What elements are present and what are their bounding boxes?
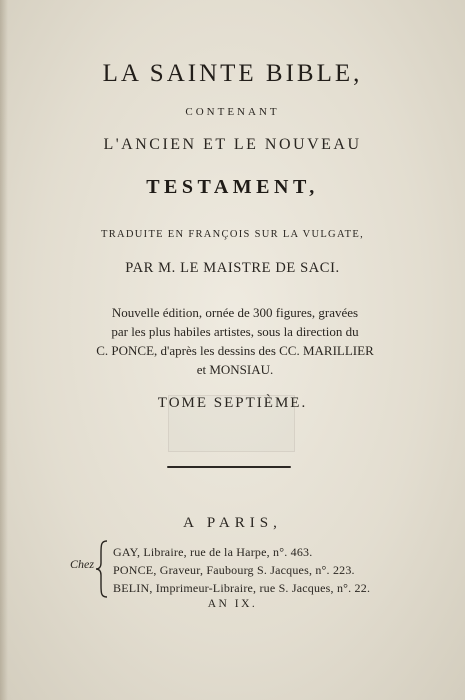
subtitle-testament: TESTAMENT, [146, 176, 319, 198]
translation-note: TRADUITE EN FRANÇOIS SUR LA VULGATE, [100, 229, 365, 240]
imprint-year: AN IX. [207, 598, 258, 610]
curly-brace-icon [93, 539, 111, 599]
edition-line: par les plus habiles artistes, sous la direction du [111, 324, 359, 339]
imprint-city: A PARIS, [183, 515, 282, 531]
subtitle-ancien: L'ANCIEN ET LE NOUVEAU [103, 136, 362, 153]
edition-line: Nouvelle édition, ornée de 300 figures, gravées [111, 305, 359, 320]
volume-label: TOME SEPTIÈME. [157, 395, 308, 411]
publisher-line: BELIN, Imprimeur-Libraire, rue S. Jacques, n°. 22. [113, 581, 371, 595]
edition-paragraph [60, 303, 410, 379]
chez-label: Chez [70, 557, 94, 571]
edition-line: et MONSIAU. [196, 362, 274, 377]
translator-line: PAR M. LE MAISTRE DE SACI. [125, 260, 340, 276]
book-title: LA SAINTE BIBLE, [102, 60, 363, 87]
page-edge-shadow [0, 0, 8, 700]
publisher-line: PONCE, Graveur, Faubourg S. Jacques, n°. 223. [113, 563, 355, 577]
edition-line: C. PONCE, d'après les dessins des CC. MARILLIER [96, 343, 374, 358]
ornamental-rule [167, 466, 291, 468]
publisher-line: GAY, Libraire, rue de la Harpe, n°. 463. [113, 545, 313, 559]
subtitle-contenant: CONTENANT [185, 106, 280, 118]
